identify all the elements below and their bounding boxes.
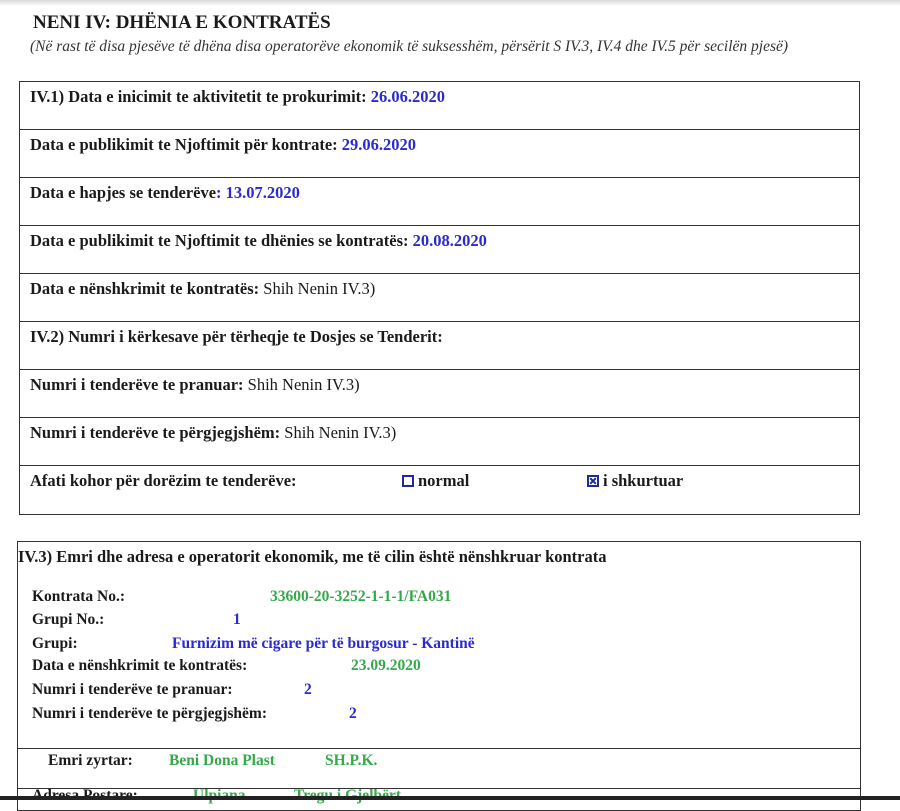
group-no-value: 1 xyxy=(233,611,241,628)
row-label: Data e publikimit te Njoftimit për kontrate: xyxy=(30,135,338,154)
group-no-label: Grupi No.: xyxy=(32,611,105,628)
short-option[interactable] xyxy=(587,471,683,491)
row-value: 20.08.2020 xyxy=(412,231,487,250)
row-label: Data e publikimit te Njoftimit te dhënies se kontratës: xyxy=(30,231,409,250)
short-option-label: i shkurtuar xyxy=(603,471,684,490)
group-value: Furnizim më cigare për të burgosur - Kantinë xyxy=(172,635,475,652)
row-value: Shih Nenin IV.3) xyxy=(284,423,397,442)
official-name-suffix: SH.P.K. xyxy=(325,752,378,769)
deadline-label: Afati kohor për dorëzim te tenderëve: xyxy=(30,471,297,490)
row-label: Data e hapjes se tenderëve xyxy=(30,183,217,202)
divider xyxy=(18,788,860,789)
page-bottom-edge xyxy=(0,796,900,800)
row-label: Data e nënshkrimit te kontratës: xyxy=(30,279,260,298)
section-note: (Në rast të disa pjesëve të dhëna disa operatorëve ekonomik të suksesshëm, përsërit S IV.3, IV.4 dhe IV.5 për secilën pjesë) xyxy=(30,38,789,55)
page-top-edge xyxy=(0,0,900,6)
dates-table xyxy=(19,81,860,515)
row-label: Numri i tenderëve te pranuar: xyxy=(30,375,244,394)
operator-section xyxy=(17,541,861,811)
table-row xyxy=(20,370,859,418)
normal-checkbox[interactable] xyxy=(402,475,414,487)
row-label: Numri i tenderëve te përgjegjshëm: xyxy=(30,423,281,442)
deadline-row xyxy=(20,466,859,514)
group-label: Grupi: xyxy=(32,635,78,652)
sign-date-value: 23.09.2020 xyxy=(351,657,421,674)
table-row xyxy=(20,130,859,178)
responsive-label: Numri i tenderëve te përgjegjshëm: xyxy=(32,705,267,722)
responsive-value: 2 xyxy=(349,705,357,722)
row-value: Shih Nenin IV.3) xyxy=(247,375,360,394)
table-row xyxy=(20,178,859,226)
row-label: IV.2) Numri i kërkesave për tërheqje te Dosjes se Tenderit: xyxy=(30,327,443,346)
contract-no-value: 33600-20-3252-1-1-1/FA031 xyxy=(270,588,452,605)
table-row xyxy=(20,274,859,322)
section-heading: NENI IV: DHËNIA E KONTRATËS xyxy=(33,12,331,33)
short-checkbox[interactable] xyxy=(587,475,599,487)
row-value: : 13.07.2020 xyxy=(216,183,300,202)
table-row xyxy=(20,82,859,130)
divider xyxy=(18,748,860,749)
sign-date-label: Data e nënshkrimit te kontratës: xyxy=(32,657,248,674)
row-value: 29.06.2020 xyxy=(341,135,417,154)
official-name-value: Beni Dona Plast xyxy=(169,752,275,769)
table-row xyxy=(20,322,859,370)
operator-section-heading: IV.3) Emri dhe adresa e operatorit ekonomik, me të cilin është nënshkruar kontrata xyxy=(18,547,607,566)
table-row xyxy=(20,418,859,466)
table-row xyxy=(20,226,859,274)
row-value: 26.06.2020 xyxy=(370,87,446,106)
accepted-label: Numri i tenderëve te pranuar: xyxy=(32,681,233,698)
row-label: IV.1) Data e inicimit te aktivitetit te prokurimit: xyxy=(30,87,367,106)
accepted-value: 2 xyxy=(304,681,312,698)
official-name-label: Emri zyrtar: xyxy=(48,752,133,769)
row-value: Shih Nenin IV.3) xyxy=(263,279,376,298)
normal-option[interactable] xyxy=(402,471,469,491)
contract-no-label: Kontrata No.: xyxy=(32,588,125,605)
normal-option-label: normal xyxy=(418,471,470,490)
